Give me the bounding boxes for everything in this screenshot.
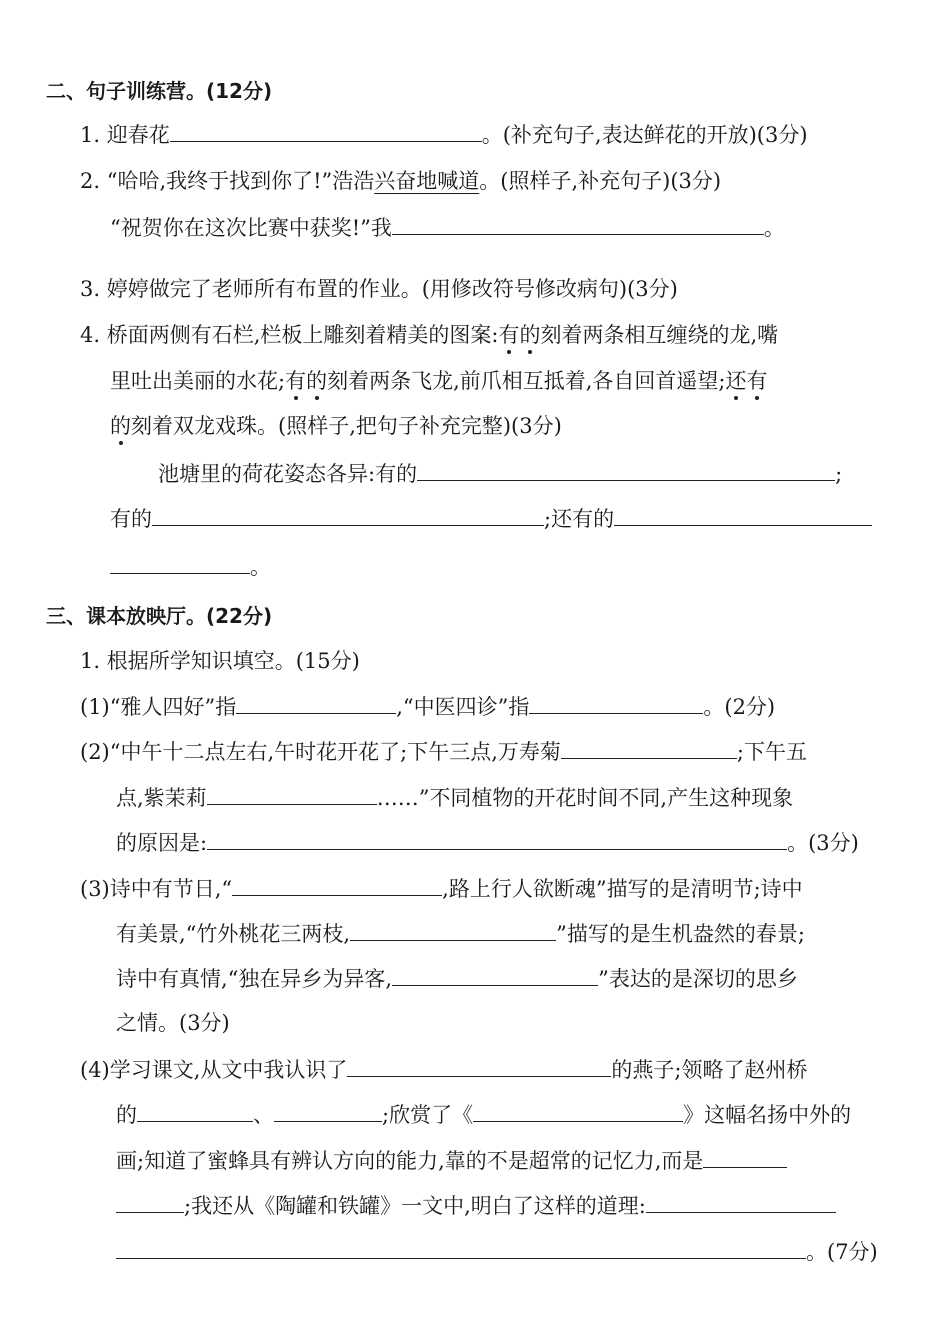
question-2-2-line2 <box>110 212 785 242</box>
q-text: 1. 迎春花 <box>80 123 170 147</box>
answer-blank[interactable] <box>116 1190 184 1213</box>
q-text: 画;知道了蜜蜂具有辨认方向的能力,靠的不是超常的记忆力,而是 <box>116 1149 704 1173</box>
section-three-title: 三、课本放映厅。(22分) <box>46 604 273 628</box>
question-3-1-3-line4: 之情。(3分) <box>116 1011 230 1035</box>
q-text: (1)“雅人四好”指 <box>80 695 237 719</box>
question-3-1-2-line2 <box>116 782 793 812</box>
q-text: 的 <box>116 1103 137 1127</box>
q-text: 。 <box>250 555 271 579</box>
dotted-char: 有 <box>285 369 307 393</box>
question-2-4-line4 <box>158 458 842 488</box>
question-3-1-4-line4 <box>116 1190 836 1220</box>
answer-blank[interactable] <box>137 1099 253 1122</box>
q-text: (2)“中午十二点左右,午时花开花了;下午三点,万寿菊 <box>80 740 561 764</box>
q-text: 4. 桥面两侧有石栏,栏板上雕刻着精美的图案: <box>80 323 499 347</box>
answer-blank[interactable] <box>207 782 377 805</box>
q-text: 2. “哈哈,我终于找到你了!”浩浩 <box>80 169 375 193</box>
dotted-char: 有 <box>746 369 768 393</box>
q-text: ;下午五 <box>736 740 807 764</box>
q-text: 诗中有真情,“独在异乡为异客, <box>116 967 393 991</box>
q-text: 刻着两条相互缠绕的龙,嘴 <box>540 323 779 347</box>
dotted-char: 的 <box>306 369 328 393</box>
answer-blank[interactable] <box>347 1054 611 1077</box>
q-text: 刻着双龙戏珠。(照样子,把句子补充完整)(3分) <box>131 414 562 438</box>
q-text: ,路上行人欲断魂”描写的是清明节;诗中 <box>442 877 803 901</box>
answer-blank[interactable] <box>110 551 250 574</box>
dotted-char: 的 <box>519 323 541 347</box>
answer-blank[interactable] <box>232 873 442 896</box>
answer-blank[interactable] <box>417 458 835 481</box>
answer-blank[interactable] <box>529 691 703 714</box>
answer-blank[interactable] <box>236 691 396 714</box>
q-text: ……”不同植物的开花时间不同,产生这种现象 <box>376 786 794 810</box>
question-2-1 <box>80 119 808 149</box>
q-text: ,“中医四诊”指 <box>396 695 530 719</box>
q-text: 》这幅名扬中外的 <box>683 1103 852 1127</box>
q-text: 的燕子;领略了赵州桥 <box>611 1058 808 1082</box>
question-3-1-1 <box>80 691 775 721</box>
question-3-1-2-line1 <box>80 736 807 766</box>
q-text: 刻着两条飞龙,前爪相互抵着,各自回首遥望; <box>327 369 726 393</box>
answer-blank[interactable] <box>561 736 737 759</box>
q-text: 有的 <box>110 507 152 531</box>
answer-blank[interactable] <box>646 1190 836 1213</box>
question-3-1-3-line1 <box>80 873 803 903</box>
question-3-1-4-line3 <box>116 1145 787 1175</box>
q-text: 。(照样子,补充句子)(3分) <box>479 169 722 193</box>
question-3-1-4-line5 <box>116 1236 878 1266</box>
question-2-4-line5 <box>110 503 872 533</box>
question-2-4-line6 <box>110 551 271 581</box>
underlined-example: 兴奋地喊道 <box>374 169 480 193</box>
q-text: ; <box>835 462 843 486</box>
question-3-1-3-line2 <box>116 918 805 948</box>
answer-blank[interactable] <box>207 827 787 850</box>
q-text: 的原因是: <box>116 831 208 855</box>
answer-blank[interactable] <box>116 1236 806 1259</box>
q-text: ;欣赏了《 <box>382 1103 474 1127</box>
section-two-title: 二、句子训练营。(12分) <box>46 79 273 103</box>
question-3-1-4-line2 <box>116 1099 851 1129</box>
answer-blank[interactable] <box>392 963 598 986</box>
q-text: 。(7分) <box>806 1240 878 1264</box>
q-text: (3)诗中有节日,“ <box>80 877 233 901</box>
q-text: 有美景,“竹外桃花三两枝, <box>116 922 351 946</box>
q-text: 点,紫茉莉 <box>116 786 207 810</box>
question-2-4-line2 <box>110 366 768 396</box>
answer-blank[interactable] <box>152 503 544 526</box>
q-text: 里吐出美丽的水花; <box>110 369 286 393</box>
dotted-char: 有 <box>498 323 520 347</box>
question-2-3: 3. 婷婷做完了老师所有布置的作业。(用修改符号修改病句)(3分) <box>80 277 678 301</box>
question-3-1-2-line3 <box>116 827 859 857</box>
answer-blank[interactable] <box>274 1099 382 1122</box>
q-text: 。(3分) <box>787 831 859 855</box>
answer-blank[interactable] <box>392 212 764 235</box>
q-text: 。 <box>763 216 785 240</box>
answer-blank[interactable] <box>473 1099 683 1122</box>
q-text: “祝贺你在这次比赛中获奖!”我 <box>110 216 392 240</box>
question-3-1: 1. 根据所学知识填空。(15分) <box>80 649 360 673</box>
question-3-1-4-line1 <box>80 1054 808 1084</box>
q-text: ”表达的是深切的思乡 <box>598 967 798 991</box>
question-2-4-line3 <box>110 411 562 441</box>
q-text: ;还有的 <box>544 507 615 531</box>
question-3-1-3-line3 <box>116 963 798 993</box>
answer-blank[interactable] <box>350 918 556 941</box>
q-text: 、 <box>253 1103 274 1127</box>
question-2-2 <box>80 166 721 196</box>
answer-blank[interactable] <box>614 503 872 526</box>
q-text: ”描写的是生机盎然的春景; <box>556 922 805 946</box>
question-2-4-line1 <box>80 320 778 350</box>
dotted-char: 还 <box>725 369 747 393</box>
q-text: (4)学习课文,从文中我认识了 <box>80 1058 348 1082</box>
dotted-char: 的 <box>110 414 131 438</box>
answer-blank[interactable] <box>703 1145 787 1168</box>
answer-blank[interactable] <box>170 119 482 142</box>
q-text: 。(补充句子,表达鲜花的开放)(3分) <box>481 123 808 147</box>
q-text: 池塘里的荷花姿态各异:有的 <box>158 462 418 486</box>
q-text: ;我还从《陶罐和铁罐》一文中,明白了这样的道理: <box>184 1194 646 1218</box>
q-text: 。(2分) <box>703 695 776 719</box>
